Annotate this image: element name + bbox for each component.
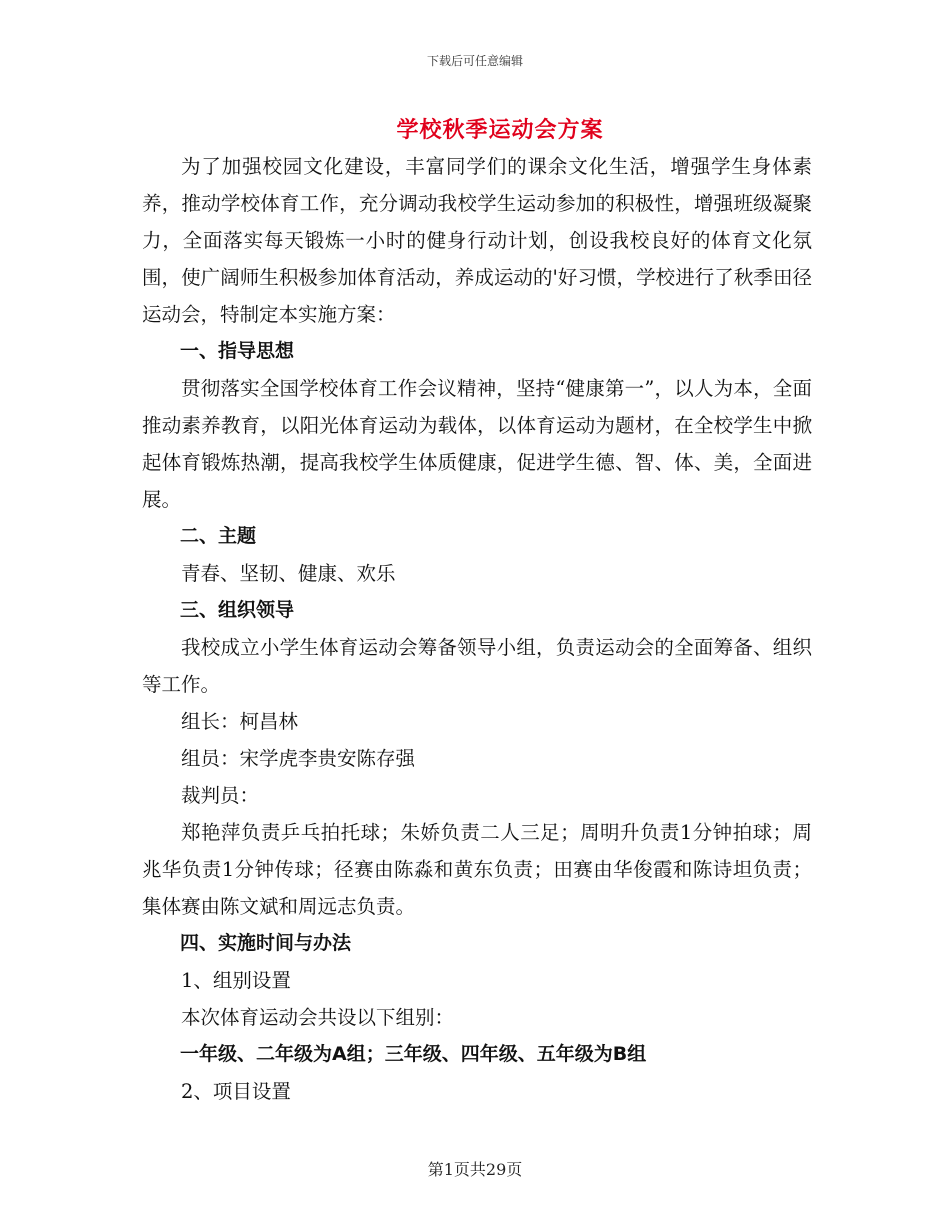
referees-label: 裁判员： bbox=[181, 784, 260, 807]
item-event-setup: 2、项目设置 bbox=[181, 1080, 291, 1103]
section-heading-organization: 三、组织领导 bbox=[180, 599, 295, 621]
groups-line: 一年级、二年级为A组；三年级、四年级、五年级为B组 bbox=[180, 1043, 647, 1065]
page-footer: 第1页共29页 bbox=[427, 1160, 523, 1179]
document-title: 学校秋季运动会方案 bbox=[396, 118, 604, 143]
section-heading-guiding-ideology: 一、指导思想 bbox=[180, 340, 295, 362]
header-note: 下载后可任意编辑 bbox=[426, 54, 523, 68]
section-heading-implementation: 四、实施时间与办法 bbox=[180, 932, 352, 954]
section-heading-theme: 二、主题 bbox=[180, 525, 257, 547]
item-group-setup: 1、组别设置 bbox=[181, 969, 291, 992]
leader-line: 组长：柯昌林 bbox=[181, 710, 299, 733]
members-line: 组员：宋学虎李贵安陈存强 bbox=[181, 747, 416, 770]
theme-paragraph: 青春、坚韧、健康、欢乐 bbox=[181, 562, 396, 585]
document-body bbox=[142, 148, 812, 1110]
referees-paragraph: 郑艳萍负责乒乓拍托球；朱娇负责二人三足；周明升负责1分钟拍球；周兆华负责1分钟传球；径赛由陈淼和黄东负责；田赛由华俊霞和陈诗坦负责；集体赛由陈文斌和周远志负责。 bbox=[142, 821, 812, 918]
intro-paragraph: 为了加强校园文化建设，丰富同学们的课余文化生活，增强学生身体素养，推动学校体育工作，充分调动我校学生运动参加的积极性，增强班级凝聚力，全面落实每天锻炼一小时的健身行动计划，创设我校良好的体育文化氛围，使广阔师生积极参加体育活动，养成运动的'好习惯，学校进行了秋季田径运动会，特制定本实施方案： bbox=[142, 155, 812, 326]
organization-paragraph: 我校成立小学生体育运动会筹备领导小组，负责运动会的全面筹备、组织等工作。 bbox=[142, 636, 812, 696]
group-setup-paragraph: 本次体育运动会共设以下组别： bbox=[181, 1006, 455, 1029]
guiding-ideology-paragraph: 贯彻落实全国学校体育工作会议精神，坚持“健康第一”，以人为本，全面推动素养教育，以阳光体育运动为载体，以体育运动为题材，在全校学生中掀起体育锻炼热潮，提高我校学生体质健康，促进学生德、智、体、美，全面进展。 bbox=[142, 377, 812, 511]
